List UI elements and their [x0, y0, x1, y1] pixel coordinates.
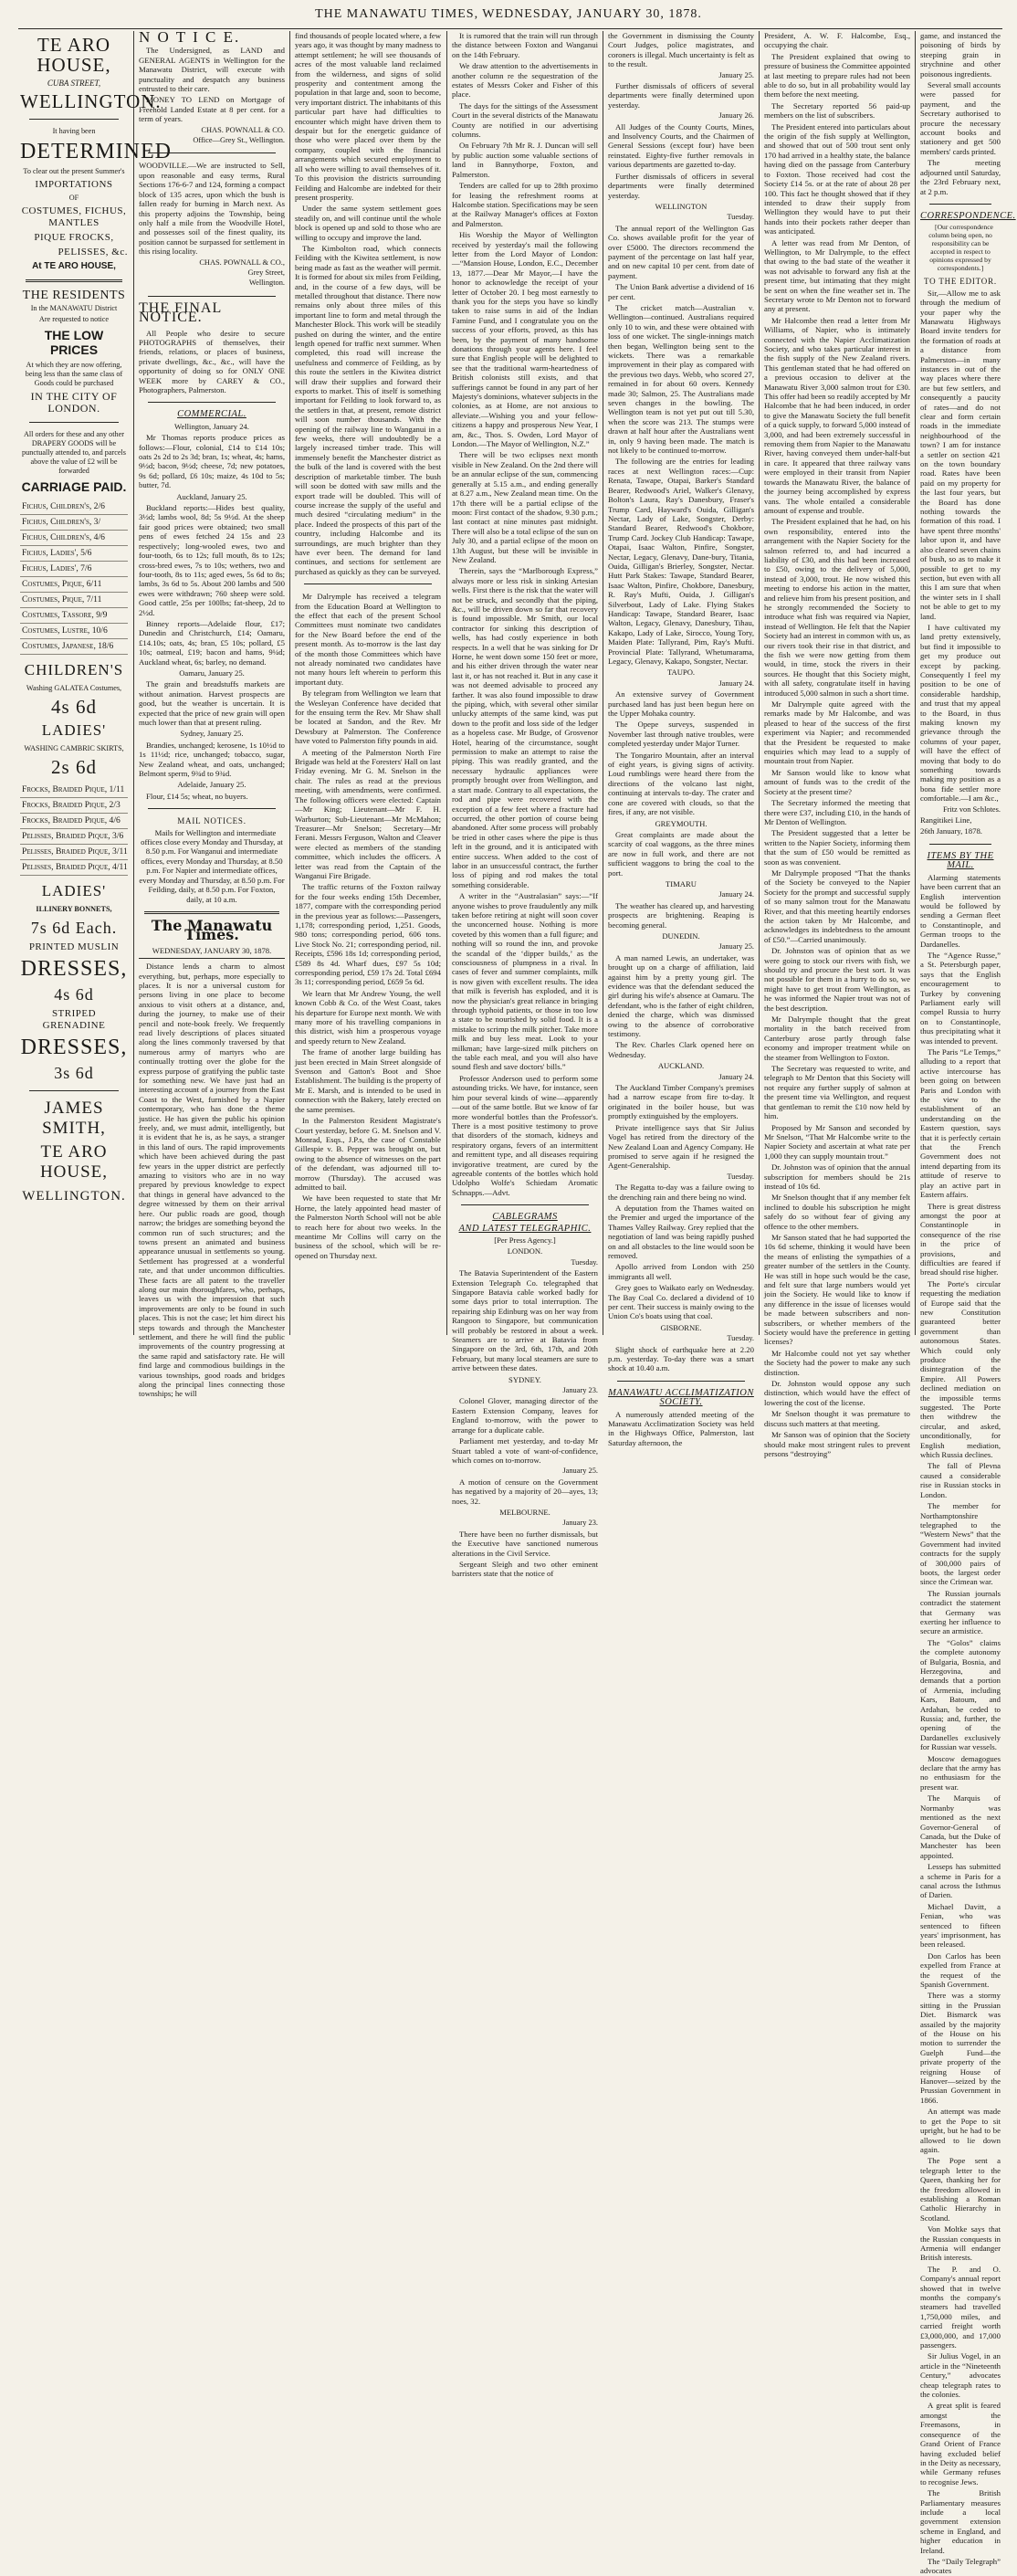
- paragraph: Apollo arrived from London with 250 immigrants all well.: [608, 1262, 754, 1281]
- dateline: Tuesday.: [727, 1172, 754, 1181]
- signature: Wellington.: [248, 279, 285, 288]
- divider: [144, 911, 279, 914]
- paragraph: Moscow demagogues declare that the army has no enthusiasm for the present war.: [920, 1753, 1001, 1792]
- paragraph: It is rumored that the train will run through the distance between Foxton and Wanganui on the 14th February.: [452, 31, 598, 59]
- dateline: SYDNEY.: [508, 1374, 541, 1384]
- paragraph: The Rev. Charles Clark opened here on Wednesday.: [608, 1040, 754, 1059]
- paragraph: The Secretary informed the meeting that there were £37, including £10, in the hands of Mr Denton of Wellington.: [764, 798, 910, 826]
- paragraph: President, A. W. F. Halcombe, Esq., occupying the chair.: [764, 31, 910, 50]
- dateline: WELLINGTON: [655, 201, 708, 211]
- ad-price: 3s 6d: [54, 1063, 94, 1082]
- dateline: Tuesday.: [727, 213, 754, 222]
- signature: Fritz von Schlotes.: [942, 804, 1001, 814]
- dateline: Auckland, January 25.: [176, 491, 247, 501]
- column-6: [764, 31, 911, 1458]
- dateline: TAUPO.: [666, 668, 696, 678]
- paragraph: The Undersigned, as LAND and GENERAL AGENTS in Wellington for the Manawatu District, will execute with punctuality and despatch any business entrusted to their care.: [139, 46, 285, 94]
- paragraph: The President suggested that a letter be written to the Napier Society, informing them that the sum of £50 would be remitted as soon as was convenient.: [764, 828, 910, 867]
- te-aro-house-advertisement: [20, 31, 172, 1335]
- divider: [617, 1381, 745, 1382]
- paragraph: Private intelligence says that Sir Julius Vogel has retired from the directory of the New Zealand Loan and Agency Company. He promised to serve again if he resigned the Agent-Generalship.: [608, 1122, 754, 1171]
- price-list-item: Frocks, Braided Pique, 4/6: [20, 814, 128, 829]
- ad-headline: DRESSES,: [20, 1035, 128, 1059]
- ad-headline: STRIPED GRENADINE: [42, 1007, 106, 1031]
- signature: CHAS. POWNALL & CO.,: [199, 258, 285, 267]
- price-list-item: Frocks, Braided Pique, 2/3: [20, 798, 128, 814]
- price-list-item: Costumes, Tassore, 9/9: [20, 608, 128, 624]
- column-2: [139, 28, 285, 1399]
- paragraph: Mr Dalrymple quite agreed with the remarks made by Mr Halcombe, and was pleased to hear of the success of the first experiment via Napier; and recommended that the President be requested to make enquiries which may lead to a supply of mountain trout from Napier.: [764, 699, 910, 766]
- signature: Rangitikei Line,: [920, 815, 972, 825]
- section-heading: MANAWATU ACCLIMATIZATION SOCIETY.: [608, 1387, 754, 1408]
- paragraph: Von Moltke says that the Russian conquests in Armenia will endanger British interests.: [920, 2224, 1001, 2263]
- column-divider: [759, 31, 760, 1335]
- ad-line: Washing GALATEA Costumes,: [26, 683, 122, 692]
- paragraph: There was a stormy sitting in the Prussian Diet. Bismarck was assailed by the majority of the House on his motion to surrender the Guelph Fund—the private property of the reigning House of Hanover—seized by the Prussian Government in 1866.: [920, 1991, 1001, 2105]
- paragraph: Binney reports—Adelaide flour, £17; Dunedin and Christchurch, £14; Oamaru, £14.10s; oats, 4s; bran, £5 10s; pollard, £5 10s; oatmeal, £19; bacon and hams, 9¼d; Auckland wheat, 6s; barley, no demand.: [139, 618, 285, 667]
- paragraph: The following are the entries for leading races at next Wellington races:—Cup: Renata, Tawape, Otapai, Barker's Standard Bearer, Redwood's Ariel, Walker's Glenavy, Bolton's Laura, Ray's Danesbury, Fraser's Trump Card, Hayward's Ouida, Gilligan's Nectar, Lady of Lake, Songster, Derby: Standard Bearer, Redwood's Chokbore, Trump Card. Jockey Club Handicap: Tawape, Otapai, Isaac Walton, Pinfire, Songster, Nectar, Legacy, Glenavy, Dane-bury, Titania, Ouida, Gilligan's Brierley, Songster, Nectar. Hutt Park Stakes: Tawape, Standard Bearer, Isaac Walton, Pinfire, Chokbore, Danesbury, R. Ray's Mufti, Ouida, J. Gilligan's Silverbout, Lady of Lake. Flying Stakes Handicap: Tawape, Standard Bearer, Isaac Walton, Legacy, Glenavy, Danesbury, Tihau, Kakapo, Lady of Lake, Sirocco, Young Tory, Maiden Plate: Tallyrand, Pim, Ray's Mufti. Provincial Plate: Tallyrand, Whetumarama, Legacy, Glenavy, Kakapo, Songster, Nectar.: [608, 457, 754, 666]
- section-heading: CABLEGRAMS: [492, 1212, 558, 1223]
- ad-line: At TE ARO HOUSE,: [32, 261, 116, 272]
- paragraph: The Opepe surveys, suspended in November last through native troubles, were completed yesterday under Major Turner.: [608, 720, 754, 749]
- paragraph: A great split is feared amongst the Freemasons, in consequence of the Grand Orient of France having excluded belief in the Deity as necessary, while Germany refuses to recognise Jews.: [920, 2401, 1001, 2487]
- price-list-item: Fichus, Ladies', 7/6: [20, 562, 128, 577]
- paragraph: The weather has cleared up, and harvesting prospects are brightening. Reaping is becoming general.: [608, 900, 754, 930]
- dateline: LONDON.: [507, 1246, 543, 1256]
- column-divider: [446, 31, 447, 1335]
- paragraph: The cricket match—Australian v. Wellington—continued. Australians required only 10 to win, and these were obtained with loss of one wicket. The single-innings match then began, Wellington being sent to the wickets. There was a remarkable improvement in their play as compared with the previous two days. Webb, who scored 27, remained in for about 60 overs. Kennedy made 30; Salmon, 25. The Australians made seven changes in the bowling. The Wellington team is not yet put out till 5.30, when the score was 213. The stumps were drawn at half hour after the Australians went in, only 9 having been made. The match is not likely to be continued to-morrow.: [608, 302, 754, 456]
- ad-line: In the MANAWATU District: [30, 303, 118, 312]
- paragraph: A writer in the “Australasian” says:—“If anyone wishes to prove fraudulently any milk taken before retiring at night will soon cover the unconcerned house. Nothing is more coveted by this women than a full figure; and nothing will so round the inn, and provoke the scandal of the ‘dipper builds,’ as the consciousness of plumpness in a rival. In cases of fever and summer complaints, milk is now given with excellent results. The idea that milk is feverish has exploded, and it is now the physician's great reliance in bringing through typhoid patients, or those in too low a state to be nourished by solid food. It is a mistake to scrimp the milk pitcher. Take more milk and buy less meat. Look to your milkman; have large-sized milk pitchers on the table each meal, and you will also have sound flesh and save doctors' bills.”: [452, 891, 598, 1072]
- ad-headline: LADIES': [41, 881, 107, 899]
- paragraph: A letter was read from Mr Denton, of Wellington, to Mr Dalrymple, to the effect that owing to the bad state of the weather it was not advisable to forward any fish at the present time, but intimating that they might be sent on when the fine weather set in. The Secretary wrote to Mr Denton not to forward any at present.: [764, 237, 910, 314]
- paragraph: The Auckland Timber Company's premises had a narrow escape from fire to-day. It originated in the boiler house, but was promptly extinguished by the employers.: [608, 1083, 754, 1121]
- paragraph: The Pope sent a telegraph letter to the Queen, thanking her for the freedom allowed in establishing a Roman Catholic Hierarchy in Scotland.: [920, 2156, 1001, 2223]
- paragraph: The annual report of the Wellington Gas Co. shows available profit for the year of over £5000. The directors recommend the payment of the percentage on last half year, and on new capital 10 per cent. from date of payment.: [608, 223, 754, 280]
- dateline: MELBOURNE.: [499, 1507, 550, 1517]
- price-list-item: Costumes, Pique, 7/11: [20, 593, 128, 608]
- dateline: January 24.: [718, 890, 754, 899]
- paragraph: Mr Dalrymple has received a telegram from the Education Board at Wellington to the effect that each of the present School Committees must nominate two candidates for the New Board before the end of the present month. As to-morrow is the last day of the month those Committees which have not already nominated two candidates have not many hours left wherein to perform this important duty.: [295, 592, 441, 687]
- paragraph: The fall of Plevna caused a considerable rise in Russian stocks in London.: [920, 1461, 1001, 1499]
- paragraph: All People who desire to secure PHOTOGRAPHS of themselves, their friends, relations, or places of business, private dwellings, &c., &c., will have the opportunity of doing so for ONLY ONE WEEK more by CAREY & CO., Photographers, Palmerston.: [139, 328, 285, 394]
- dateline: January 24.: [718, 678, 754, 688]
- price-list: [20, 783, 128, 876]
- dateline: Wellington, January 24.: [174, 421, 249, 431]
- section-heading: AND LATEST TELEGRAPHIC.: [458, 1223, 592, 1234]
- ad-line: ILLINERY BONNETS,: [36, 904, 112, 913]
- ad-headline: THE LOW PRICES: [44, 327, 104, 357]
- paragraph: MONEY TO LEND on Mortgage of Freehold Landed Estate at 8 per cent. for a term of years.: [139, 95, 285, 124]
- divider: [461, 1204, 589, 1205]
- paragraph: Dr. Johnston was of opinion that the annual subscription for members should be 21s instead of 10s 6d.: [764, 1162, 910, 1191]
- paragraph: We draw attention to the advertisements in another column re the sequestration of the estates of Messrs Coker and Fisher of this place.: [452, 61, 598, 100]
- dateline: DUNEDIN.: [662, 931, 700, 941]
- paragraph: Tenders are called for up to 28th proximo for leasing the refreshment rooms at Halcombe station. Specifications may be seen at the Railway Manager's offices at Foxton and Palmerston.: [452, 181, 598, 228]
- paragraph: Dr. Johnston was of opinion that as we were going to stock our rivers with fish, we should try and procure the best sort. It was not possible for them in a hurry to do so, we might have to get trout from Wellington, as he was informed the Napier trout was not of the best description.: [764, 946, 910, 1013]
- dateline: Tuesday.: [727, 1334, 754, 1343]
- newspaper-nameplate: The Manawatu Times.: [151, 916, 273, 944]
- paragraph: The “Agence Russe,” a St. Petersburgh paper, says that the English encouragement to Turkey by convening Parliament early will compel Russia to hurry on to Constantinople, thus precipitating what it was intended to prevent.: [920, 950, 1001, 1046]
- paragraph: An extensive survey of Government purchased land has just been begun here on the Upper Mohaka country.: [608, 689, 754, 719]
- price-list-item: Costumes, Lustre, 10/6: [20, 624, 128, 639]
- paragraph: WOODVILLE.—We are instructed to Sell, upon reasonable and easy terms, Rural Sections 176-6-7 and 124, forming a compact block of 135 acres, upon which the bush is fallen ready for burning in March next. As this property adjoins the Township, being only half a mile from the Woodville Hotel, and possesses soil of the finest quality, its position cannot be surpassed for settlement in this rising locality.: [139, 161, 285, 257]
- paragraph: His Worship the Mayor of Wellington received by yesterday's mail the following letter from the Lord Mayor of London:—“Mansion House, London, E.C., December 13, 1877.—Dear Mr Mayor,—I have the honor to acknowledge the receipt of your letter of October 20. I beg most earnestly to thank you for the steps you have so kindly taken to raise sums in aid of the Indian Famine Fund, and I congratulate you on the success of your efforts, proved, as this has been, by the payment of many handsome donations through your agents here. I feel sure that English people will be delighted to see that the traditional warm-heartedness of British colonists still exists, and that sufferings cannot be found in any part of her Majesty's dominions, whatever subjects in the colonies, as at Home, are not anxious to alleviate.—Wishing you and your fellow-citizens a happy and prosperous New Year, I am, &c., Thos. S. Owden, Lord Mayor of London.—The Mayor of Wellington, N.Z.”: [452, 230, 598, 449]
- paragraph: Further dismissals of officers of several departments were finally determined upon yesterday.: [608, 81, 754, 110]
- paragraph: There have been no further dismissals, but the Executive have sanctioned numerous alterations in the Civil Service.: [452, 1529, 598, 1558]
- price-list-item: Frocks, Braided Pique, 1/11: [20, 783, 128, 798]
- ad-line: WASHING CAMBRIC SKIRTS,: [24, 743, 124, 752]
- divider: [148, 808, 276, 809]
- paragraph: Mr Snelson thought it was premature to discuss such matters at that meeting.: [764, 1409, 910, 1428]
- ad-street: CUBA STREET,: [47, 79, 101, 88]
- paragraph: Brandies, unchanged; kerosene, 1s 10½d to 1s 11½d; rice, unchanged; tobacco, sugar, New Zealand wheat, and oats, unchanged; Belmont sperm, 9¾d to 9¾d.: [139, 740, 285, 779]
- paragraph: An attempt was made to get the Pope to sit upright, but he had to be allowed to lie down again.: [920, 2107, 1001, 2154]
- paragraph: Don Carlos has been expelled from France at the request of the Spanish Government.: [920, 1950, 1001, 1989]
- paragraph: Flour, £14 5s; wheat, no buyers.: [146, 791, 248, 801]
- paragraph: find thousands of people located where, a few years ago, it was thought by many madness to attempt settlement; he will see thousands of acres of the most valuable land reclaimed from the wilderness, and signs of solid prosperity and contentment among the population in that large and, soon to become, very important district. The inhabitants of this particular part have had difficulties to encounter which might have driven them to despair but for the energetic guidance of those who were placed over them by the company, coupled with the financial arrangements which secured employment to all who were willing to avail themselves of it. To this provision the districts surrounding Feilding and Halcombe are indebted for their present prosperity.: [295, 31, 441, 202]
- price-list-item: Fichus, Children's, 2/6: [20, 499, 128, 515]
- paragraph: The Secretary reported 56 paid-up members on the list of subscribers.: [764, 100, 910, 121]
- paragraph: Sir Julius Vogel, in an article in the “Nineteenth Century,” advocates cheap telegraph rates to the colonies.: [920, 2351, 1001, 2400]
- ad-price: 4s 6d: [51, 695, 97, 718]
- paragraph: The P. and O. Company's annual report showed that in twelve months the company's steamers had travelled 1,750,000 miles, and carried freight worth £3,000,000, and 17,000 passengers.: [920, 2264, 1001, 2350]
- column-divider: [133, 31, 134, 1335]
- paragraph: Lesseps has submitted a scheme in Paris for a canal across the Isthmus of Darien.: [920, 1862, 1001, 1900]
- paragraph: The Tongariro Mountain, after an interval of eight years, is giving signs of activity. Loud rumblings were heard there from the directions of the volcano last night, continuing at intervals to-day. The crater and cone are covered with clouds, so that the fires, if any, are not visible.: [608, 750, 754, 817]
- ad-city: WELLINGTON.: [22, 1188, 126, 1204]
- paragraph: Mr Halcombe then read a letter from Mr Williams, of Napier, who is intimately connected with the Napier Acclimatization Society, and who takes particular interest in the fish supply of the New Zealand rivers. This gentleman stated that he had offered on a previous occasion to deliver at the Manawatu River 3,000 salmon trout for £30. This offer had been so readily accepted by Mr Halcombe that he had been induced, in order to give the Manawatu Society the full benefit of a quick supply, to forward 5,000 instead of 3,000, and had been extremely successful in removing them from Napier to the Manawatu River, having conveyed them under-half-but in care. It appeared that three railway vans were employed in their transit from Napier towards the Manawatu River, the balance of the journey being accomplished by express vans. The whole entailed a considerable amount of expense and trouble.: [764, 315, 911, 515]
- paragraph: the Government in dismissing the County Court Judges, police magistrates, and coroners is illegal. Much uncertainty is felt as to the result.: [608, 31, 754, 69]
- divider: [148, 402, 276, 403]
- paragraph: The President explained that owing to pressure of business the Committee appointed at last meeting to prepare rules had not been able to do so, but in all probability would lay them before the next meeting.: [764, 51, 910, 100]
- paragraph: Mails for Wellington and intermediate offices close every Monday and Thursday, at 8.50 p.m. For Wanganui and intermediate offices, every Monday and Thursday, at 8.50 p.m. For Napier and intermediate offices, every Monday and Thursday, at 8.50 p.m. For Feilding, daily, at 8.50 p.m. For Foxton, daily, at 10 a.m.: [139, 827, 285, 904]
- dateline: Sydney, January 25.: [180, 729, 244, 739]
- paragraph: Michael Davitt, a Fenian, who was sentenced to fifteen years' imprisonment, has been released.: [920, 1901, 1001, 1950]
- paragraph: Grey goes to Waikato early on Wednesday. The Bay Coal Co. declared a dividend of 10 per cent. Their success is mainly owing to the Union Co's boats using that coal.: [608, 1283, 754, 1321]
- price-list-item: Costumes, Pique, 6/11: [20, 577, 128, 593]
- price-list: [20, 499, 128, 655]
- ad-headline: DETERMINED: [20, 140, 172, 164]
- paragraph: Parliament met yesterday, and to-day Mr Stuart tabled a vote of want-of-confidence, which comes on to-morrow.: [452, 1436, 598, 1465]
- paragraph: The meeting adjourned until Saturday, the 23rd February next, at 2 p.m.: [920, 158, 1001, 196]
- dateline: January 24.: [718, 1072, 754, 1081]
- paragraph: The Batavia Superintendent of the Eastern Extension Telegraph Co. telegraphed that Singapore Batavia cable worked badly for some days prior to total interruption. The repairing ship Edinburg was on her way from Rangoon to Singapore, but communication will probably be restored in about a week. Steamers are to arrive at Batavia from Singapore on the 3rd, 6th, 17th, and 20th February, but many local steamers are sure to arrive between these dates.: [452, 1268, 598, 1373]
- signature: CHAS. POWNALL & CO.: [201, 125, 285, 134]
- dateline: January 26.: [718, 111, 754, 121]
- ad-business-name: TE ARO HOUSE,: [37, 34, 111, 76]
- paragraph: The member for Northamptonshire telegraphed to the “Western News” that the Government had invited contracts for the supply of 300,000 pairs of boots, the largest order since the Crimean war.: [920, 1501, 1001, 1587]
- paragraph: The Kimbolton road, which connects Feilding with the Kiwitea settlement, is now being made as fast as the weather will permit. It is formed for about six miles from Feilding, and, in the course of a few days, will be metalled throughout that distance. There now remains only about three miles of this important line to form and metal through the Manchester Block. This work will be steadily pushed on during the winter, and the entire length opened for traffic next summer. When completed, this road will increase the usefulness and commerce of Feilding, as by this route the settlers in the Kiwitea district will draw their supplies and forward their exports to market. This of itself is something important for Feilding to look forward to, as the settlers in that, at present, remote district will soon number thousands. With the opening of the railway line to Wanganui in a few weeks, there will undoubtedly be a largely increased timber trade. This will immensely benefit the Manchester district as the bulk of the land is covered with the best description of marketable timber. The bush will soon be dotted with saw mills and the export trade will be doubled. This will of course increase the supply of the useful and much desired “circulating medium” in the place. Indeed the prospects of this part of the country, including Halcombe and its surroundings, are much brighter than they have ever been. The demand for land continues, and sections for settlement are purchased as quickly as they can be surveyed.: [295, 243, 441, 576]
- ad-headline: IMPORTATIONS: [35, 179, 113, 191]
- paragraph: A meeting of the Palmerston North Fire Brigade was held at the Foresters' Hall on last Friday evening. Mr G. M. Snelson in the chair. The rules as read at the previous meeting, with amendments, were confirmed. The following officers were elected: Captain—Mr King; Lieutenant—Mr F. H. Warburton; Sub-Lieutenant—Mr McMahon; Treasurer—Mr Snelson; Secretary—Mr Ferani. Messrs Ferguson, Walton and Cleaver were elected as members of the standing committee, which includes the officers. A letter was read from the Captain of the Wanganui Fire Brigade.: [295, 747, 441, 880]
- dateline: January 25.: [718, 942, 754, 952]
- ad-headline: PELISSES, &c.: [58, 247, 128, 258]
- divider: [139, 958, 285, 959]
- column-4: [452, 31, 598, 1579]
- price-list-item: Costumes, Japanese, 18/6: [20, 639, 128, 655]
- divider: [29, 1090, 119, 1091]
- paragraph: The Porte's circular requesting the mediation of Europe said that the new Constitution guaranteed better government than autonomous States. Which could only produce the disintegration of the Empire. All Powers declined mediation on the impossible terms suggested. The Porte then withdrew the circular, and asked, unconditionally, for English mediation, which Russia declines.: [920, 1278, 1001, 1460]
- paragraph: Mr Dalrymple thought that the great mortality in the batch received from Canterbury arose partly through false economy and improper treatment while on the steamer from Wellington to Foxton.: [764, 1015, 910, 1062]
- paragraph: There is great distress amongst the poor at Constantinople in consequence of the rise in the price of provisions, and difficulties are feared if bread should rise higher.: [920, 1201, 1001, 1277]
- paragraph: By telegram from Wellington we learn that the Wesleyan Conference have decided that for the ensuing term the Rev. Mr Shaw shall be located at Sandon, and the Rev. Mr Dewsbury at Palmerston. The Conference have voted to Palmerston fifty pounds in aid.: [295, 689, 441, 746]
- dateline: January 25.: [718, 70, 754, 79]
- dateline: GREYMOUTH.: [655, 818, 708, 828]
- paragraph: Mr Sanson stated that he had supported the 10s 6d scheme, thinking it would have been the means of enlisting the sympathies of a greater number of the settlers in the County. He was still in hope such would be the case, and felt sure that large numbers would yet join the Society. He would like to know if any difference in the issue of licenses would be made between subscribers and non-subscribers, or whether members of the Society would have the preference in getting licenses?: [764, 1232, 910, 1347]
- paragraph: The President explained that he had, on his own responsibility, entered into the arrangement with the Napier Society for the salmon referred to, and had incurred a liability of £30, and this had been increased to £50, owing to the delivery of 5,000, instead of 3,000, trout. He now wished this meeting to endorse his action in the matter, and relieve him from his present position, and he strongly recommended the Society to introduce what fish was required via Napier, instead of Wellington. He felt that the Napier Society had an interest in common with us, as our rivers took their rise in that district, and the fish we were now getting from them would, in time, stock the rivers in their sources. He thought that this Society might, with all safety, congratulate itself in having introduced 5,000 salmon in such a short time.: [764, 517, 910, 698]
- ad-line: At which they are now offering, being less than the same class of Goods could be purchased: [25, 360, 123, 387]
- paragraph: In the Palmerston Resident Magistrate's Court yesterday, before G. M. Snelson and V. Monrad, Esqs., J.P.s, the case of Constable Gillespie v. B. Pepper was brought on, but owing to the absence of witnesses on the part of the defendant, was adjourned till to-morrow (Thursday). The accused was admitted to bail.: [295, 1116, 441, 1192]
- paragraph: Sergeant Sleigh and two other eminent barristers state that the notice of: [452, 1559, 598, 1579]
- paragraph: The days for the sittings of the Assessment Court in the several districts of the Manawatu County are notified in our advertising columns.: [452, 100, 598, 140]
- dateline: Tuesday.: [571, 1257, 598, 1267]
- paragraph: The “Golos” claims the complete autonomy of Bulgaria, Bosnia, and Herzegovina, and demands that a portion of Armenia, including Kars, Batoum, and Ardahan, be ceded to Russia; and, further, the opening of the Dardanelles exclusively for Russian war vessels.: [920, 1637, 1001, 1752]
- divider: [148, 296, 276, 297]
- paragraph: A motion of censure on the Government has negatived by a majority of 20—ayes, 13; noes, 32.: [452, 1477, 598, 1506]
- ad-headline: PIQUE FROCKS,: [34, 232, 114, 244]
- paragraph: Professor Anderson used to perform some astounding tricks. We have, for instance, seen him pour several kinds of wine—apparently—out of the same bottle. But we know of far more wonderful bottles than the Professor's. There is a most positive testimony to prove that disorders of the stomach, kidneys and respiratory organs, fevers of an intermittent and remittent type, and all diseases requiring invigorative treatment, are cured by the agreeable contents of the bottles which hold Udolpho Wolfe's Schiedam Aromatic Schnapps.—Advt.: [452, 1073, 598, 1197]
- paragraph: Great complaints are made about the scarcity of coal waggons, as the three mines are now in full work, and there are not sufficient waggons to bring the coal to the port.: [608, 829, 754, 878]
- ad-city: WELLINGTON.: [20, 90, 162, 113]
- notice-heading: THE FINAL NOTICE.: [139, 300, 222, 326]
- paragraph: The Union Bank advertise a dividend of 16 per cent.: [608, 282, 754, 301]
- paragraph: Several small accounts were passed for payment, and the Secretary authorised to procure the necessary account books and stationery and get 500 members' cards printed.: [920, 80, 1001, 156]
- ad-price: 7s 6d Each.: [30, 918, 118, 937]
- dateline: GISBORNE.: [660, 1322, 702, 1332]
- signature: 26th January, 1878.: [920, 826, 982, 836]
- paragraph: Alarming statements have been current that an English intervention would be followed by sending a German fleet to Constantinople, and German troops to the Dardanelles.: [920, 872, 1001, 949]
- paragraph: Colonel Glover, managing director of the Eastern Extension Company, leaves for England to-morrow, with the power to arrange for a duplicate cable.: [452, 1396, 598, 1435]
- leader-article: Distance lends a charm to almost everything, but, perhaps, more especially to places. It is nor a universal custom for persons living in one place to become anxious to visit others at a distance, and, during the journey, to make use of their pencil and note-book freely. We frequently read lively descriptions of places situated along the lines commonly traversed by that numerous army of martyrs who are continually trotting over the globe for the express purpose of gratifying the public taste for something new. We have just had an interesting account of a journey from the East Coast to the West, furnished by a Napier contemporary, who has done the theme justice. He has given the public his opinion freely, and, we must admit, intelligently, but it is evident that he is, as he says, a stranger in this land of ours. The rapid improvements which have been achieved during the past few years in the upper district are perfectly amazing to visitors who are in no way prepared by previous knowledge to expect that things in general have advanced to the degree witnessed by them on their arrival here. Our public roads are good, though narrow; the bridges are something beyond the common run of such structures; and the towns present an animated and business appearance unusual in settlements so young. Settlement has progressed at a wonderful rate, and that under uncommon difficulties. These facts are all patent to the traveller along our main thoroughfares, who, perhaps, leaves us with the impression that such improvements are only to be found in such places. This is not the case; let him direct his steps towards and through the Manchester settlement, and there he will find the public improvements of the country progressing at the same rapid and satisfactory rate. He will find large and commodious buildings in the various townships, good roads and bridges along the principal lines connecting those townships; he will: [139, 962, 285, 1399]
- section-heading: ITEMS BY THE MAIL.: [927, 850, 994, 871]
- paragraph: Mr Snelson thought that if any member felt inclined to double his subscription he might safely do so without fear of giving any offence to the other members.: [764, 1193, 910, 1231]
- dateline: WEDNESDAY, JANUARY 30, 1878.: [152, 945, 272, 955]
- column-divider: [289, 31, 290, 1335]
- column-divider: [915, 31, 916, 1335]
- paragraph: The Secretary was requested to write, and telegraph to Mr Denton that this Society will not require any further supply of salmon at the present time via Wellington, and request that gentleman to remit the £10 now held by him.: [764, 1064, 910, 1121]
- section-heading: CORRESPONDENCE.: [920, 210, 1016, 221]
- ad-headline: CHILDREN'S: [24, 660, 124, 678]
- paragraph: On February 7th Mr R. J. Duncan will sell by public auction some valuable sections of land in Bannythorpe, Foxton, and Palmerston.: [452, 141, 598, 179]
- ad-line: To clear out the present Summer's: [23, 167, 125, 176]
- dateline: [Per Press Agency.]: [494, 1235, 556, 1245]
- dateline: Oamaru, January 25.: [179, 668, 245, 678]
- ad-headline: PRINTED MUSLIN: [28, 941, 120, 952]
- paragraph: The Russian journals contradict the statement that Germany was exerting her influence to secure an armistice.: [920, 1588, 1001, 1636]
- divider: [29, 422, 119, 423]
- paragraph: The Paris “Le Temps,” alluding to a report that active intercourse has been going on between Paris and London with the view to the establishment of an understanding on the Eastern question, says that it is perfectly certain that the French Government does not intend departing from its attitude of reserve to play an active part in Eastern affairs.: [920, 1047, 1001, 1200]
- dateline: January 25.: [562, 1467, 598, 1476]
- signature: Grey Street,: [247, 268, 285, 277]
- divider: [148, 152, 276, 153]
- price-list-item: Pelisses, Braided Pique, 4/11: [20, 860, 128, 876]
- ad-line: It having been: [52, 127, 96, 136]
- ad-business-name: TE ARO HOUSE,: [39, 1141, 109, 1182]
- dateline: TIMARU: [666, 878, 697, 888]
- price-list-item: Pelisses, Braided Pique, 3/6: [20, 829, 128, 845]
- dateline: January 23.: [562, 1519, 598, 1528]
- signature: Office—Grey St., Wellington.: [193, 136, 285, 145]
- paragraph: A man named Lewis, an undertaker, was brought up on a charge of affiliation, laid against him by a pretty young girl. The evidence was that the defendant seduced the girl during his wife's absence at Oamaru. The defendant, who is the father of eight children, denied the charge, which was dismissed owing to the absence of corroborative testimony.: [608, 952, 754, 1039]
- paragraph: All Judges of the County Courts, Mines, and Insolvency Courts, and the Chairmen of General Sessions (except four) have been reinstated. Eighty-five further removals in various departments are gazetted to-day.: [608, 121, 754, 170]
- masthead: [0, 0, 1017, 31]
- paragraph: Mr Dalrymple proposed “That the thanks of the Society be conveyed to the Napier Society for the prompt and successful supply of so many salmon trout for the Manawatu River, and that this meeting heartily endorses the action taken by Mr Halcombe, and acknowledges its indebtedness to the amount of £50.”—Carried unanimously.: [764, 867, 910, 944]
- divider: [929, 844, 991, 845]
- paragraph: Mr Sanson would like to know what amount of funds was to the credit of the Society at the present time?: [764, 767, 910, 796]
- ad-proprietor: JAMES SMITH,: [42, 1098, 106, 1138]
- dateline: AUCKLAND.: [657, 1061, 705, 1071]
- paragraph: Proposed by Mr Sanson and seconded by Mr Snelson, “That Mr Halcombe write to the Napier Society and ascertain at what rate per 1,000 they can supply mountain trout.”: [764, 1122, 910, 1161]
- newspaper-masthead-title: THE MANAWATU TIMES, WEDNESDAY, JANUARY 30, 1878.: [315, 7, 702, 21]
- column-5: [608, 31, 754, 1447]
- paragraph: We learn that Mr Andrew Young, the well known Cobb & Co. of the West Coast, takes his departure for Europe next month. We with many more of his travelling companions in this district, wish him a prosperous voyage and speedy return to New Zealand.: [295, 988, 441, 1046]
- column-7: [920, 31, 1016, 2576]
- section-heading: COMMERCIAL.: [177, 409, 246, 420]
- ad-price: 2s 6d: [51, 755, 97, 778]
- dateline: January 23.: [562, 1386, 598, 1395]
- letter-to-editor: Sir,—Allow me to ask through the medium of your paper why the Manawatu Highways Board invite tenders for the formation of roads at a distance from Palmerston—in many instances in out of the way places where there are but few settlers, and consequently a paucity of rates—and do not clear and form certain roads in the immediate neighbourhood of the town? I am for instance a settler on section 421 on the town boundary road. Rates have been paid on my property for the last four years, but the Board has done nothing towards the formation of this road. I have spent three months' labor upon it, and have also cleared seven chains of bush, so as to make it possible to get to my section, but even with all this I am sure that when the winter sets in I shall not be able to get to my land.: [920, 288, 1001, 621]
- paragraph: We have been requested to state that Mr Horne, the lately appointed head master of the Palmerston North School will not be able to reach here for about two weeks. In the meantime Mr Collins will carry on the business of the school, which will be re-opened on Thursday next.: [295, 1193, 441, 1260]
- price-list-item: Fichus, Ladies', 5/6: [20, 546, 128, 562]
- price-list-item: Fichus, Children's, 3/: [20, 515, 128, 531]
- ad-headline: CARRIAGE PAID.: [21, 478, 127, 494]
- paragraph: Therein, says the “Marlborough Express,” always more or less risk in sinking Artesian wells. First there is the risk that the water will not be struck, and secondly that the piping, &c., will be driven down so far that recovery is found impossible. Mr Smith, our local contractor for sinking this description of wells, has had costly experience in both respects. In a well that he was sinking for Dr Horne, he went down some 150 feet or more, and his either driven through the water near last it, or has not reached it. But in any case it was not deemed advisable to proceed any farther. It was also found impossible to draw the piping, which, with several other similar unlucky attempts of the same kind, was put down to the profit and loss side of the ledger as a hopeless case. Mr Budge, of Grosvenor Hotel, hearing of the circumstance, sought permission to make an attempt to raise the piping. This was readily granted, and the necessary hydraulic appliances were promptly brought over from Wellington, and a start made. Contrary to all expectations, the rod and pipe were recovered with the exception of a few feet where a fracture had occurred, the other portion of course being abandoned. After some process will probably be tried in other cases where the pipe is thus left in the ground, and it is anticipated with entire success. When added to the cost of labor in an unsuccessful contract, the further loss of piping and rod makes the total something considerable.: [452, 566, 598, 889]
- paragraph: Mr Halcombe could not yet say whether the Society had the power to make any such distinction.: [764, 1348, 910, 1377]
- ad-line: OF: [68, 194, 79, 203]
- ad-headline: THE RESIDENTS: [22, 288, 126, 302]
- paragraph: game, and instanced the poisoning of birds by steeping grain in strychnine and other poisonous ingredients.: [920, 31, 1001, 79]
- ad-line: Are requested to notice: [38, 314, 110, 323]
- ad-headline: COSTUMES, FICHUS, MANTLES: [21, 205, 127, 229]
- section-heading: MAIL NOTICES.: [177, 816, 246, 826]
- ad-line: All orders for these and any other DRAPERY GOODS will be punctually attended to, and parcels above the value of £2 will be forwarded: [22, 429, 126, 475]
- paragraph: The President entered into particulars about the origin of the fish supply at Wellington, and showed that out of 500 trout sent only 170 had arrived in a healthy state, the balance having died on the passage from Canterbury to Foxton. Those received had cost the Society £14 5s. or at the rate of about 28 per 100. This fact he thought showed that if they intended to draw their supply from Wellington they would have to put their hands into their pockets rather deeper than was anticipated.: [764, 121, 910, 237]
- divider: [929, 204, 991, 205]
- editorial-note: [Our correspondence column being open, no responsibility can be accepted in respect to opinions expressed by correspondents.]: [928, 223, 993, 273]
- paragraph: The British Parliamentary measures include a local government extension scheme in England, and higher education in Ireland.: [920, 2488, 1001, 2555]
- section-heading: TO THE EDITOR.: [924, 277, 997, 287]
- paragraph: A numerously attended meeting of the Manawatu Acclimatization Society was held in the Highways Office, Palmerston, last Saturday afternoon, the: [608, 1409, 754, 1447]
- ad-price: 4s 6d: [54, 984, 94, 1004]
- paragraph: The traffic returns of the Foxton railway for the four weeks ending 15th December, 1877, compare with the corresponding period in the previous year as follows:—Passengers, 1,178; corresponding period, 1,251. Goods, 980 tons; corresponding period, 606 tons. Live Stock No. 21; corresponding period, nil. Receipts, £596 18s 1d; corresponding period, £589 8s 4d. Wharf dues, £97 5s 10d; corresponding period, £59 17s 2d. Total £694 3s 11; corresponding period, £659 5s 6d.: [295, 882, 441, 987]
- paragraph: The frame of another large building has just been erected in Main Street alongside of Svenson and Gatton's Boot and Shoe Establishment. The building is the property of Mr E. Marsh, and is intended to be used in connection with the Bakery, lately erected on the same premises.: [295, 1047, 441, 1114]
- paragraph: Under the same system settlement goes steadily on, and will continue until the whole block is opened up and sold to those who are willing to occupy and improve the land.: [295, 204, 441, 242]
- paragraph: Buckland reports:—Hides best quality, 3½d; lambs wool, 8d; 5s 9½d. At the sheep fair good prices were obtained; two small pens of ewes fetched 24 15s and 23 respectively; long-wooled ewes, two and four-tooth, 6s to 12s; full mouth, 8s to 12s; cross-bred ewes, 7s to 10s; wethers, two and four-tooth, 8s to 11s; aged ewes, 5s 6d to 8s; lambs, 3s 6d to 5s. About 200 lambs and 500 ewes were withdrawn; 760 sheep were sold. Good cattle, 25s per 100lbs; fat-sheep, 2d to 2½d.: [139, 503, 285, 617]
- ad-headline: LADIES': [41, 720, 107, 739]
- paragraph: Mr Sanson was of opinion that the Society should make most stringent rules to prevent persons “destroying”: [764, 1430, 910, 1458]
- price-list-item: Fichus, Children's, 4/6: [20, 531, 128, 546]
- ad-headline: IN THE CITY OF LONDON.: [30, 389, 118, 415]
- price-list-item: Pelisses, Braided Pique, 3/11: [20, 845, 128, 860]
- paragraph: Dr. Johnston would oppose any such distinction, which would have the effect of lowering the cost of the license.: [764, 1379, 910, 1407]
- notice-heading: N O T I C E.: [139, 28, 241, 46]
- divider: [26, 279, 122, 282]
- paragraph: The grain and breadstuffs markets are without animation. Harvest prospects are good, but the weather is uncertain. It is expected that the price of new grain will open much lower than that at present ruling.: [139, 679, 285, 727]
- ad-headline: DRESSES,: [20, 956, 128, 981]
- paragraph: A deputation from the Thames waited on the Premier and urged the importance of the Thames Valley Railway. Grey replied that the negotiation of land was being rapidly pushed on and all obstacles to the line would soon be removed.: [608, 1203, 754, 1260]
- dateline: Adelaide, January 25.: [177, 780, 246, 790]
- column-3: [295, 31, 441, 1335]
- letter-to-editor: I have cultivated my land pretty extensively, but find it impossible to get my produce out except by packing. Consequently I feel my position to be one of considerable hardship, and trust that my appeal to the Board, in thus making known my grievance through the columns of your paper, will have the effect of moving that body to do something towards making my position as a bona fide settler more comfortable.—I am &c.,: [920, 622, 1001, 804]
- paragraph: There will be two eclipses next month visible in New Zealand. On the 2nd there will be an annular eclipse of the sun, commencing generally at 5.15 a.m., and ending generally at 8.27 a.m., New Zealand mean time. On the 17th there will be a partial eclipse of the moon: First contact of the shadow, 9.30 p.m.; last contact at nine minutes past midnight. There will also be a total eclipse of the sun on July 30, and a partial eclipse of the moon on 13th August, but these will be invisible in New Zealand.: [452, 450, 598, 564]
- divider: [29, 119, 119, 120]
- paragraph: The Regatta to-day was a failure owing to the drenching rain and there being no wind.: [608, 1183, 754, 1202]
- paragraph: Further dismissals of officers in several departments were finally determined yesterday.: [608, 171, 754, 200]
- paragraph: Slight shock of earthquake here at 2.20 p.m. yesterday. To-day there was a smart shock at 10.40 a.m.: [608, 1344, 754, 1373]
- paragraph: The “Daily Telegraph” advocates: [920, 2556, 1001, 2576]
- paragraph: Mr Thomas reports produce prices as follows:—Flour, colonial, £14 to £14 10s; oats 2s 2d to 2s 3d; bran, 1s; wheat, 4s; hams, 9½d; bacon, 9½d; cheese, 7d; new potatoes, 9s 6d; pollard, £6 10s; maize, 4s 10d to 5s; butter, 7d.: [139, 433, 285, 490]
- paragraph: The Marquis of Normanby was mentioned as the next Governor-General of Canada, but the Duke of Manchester has been appointed.: [920, 1793, 1001, 1860]
